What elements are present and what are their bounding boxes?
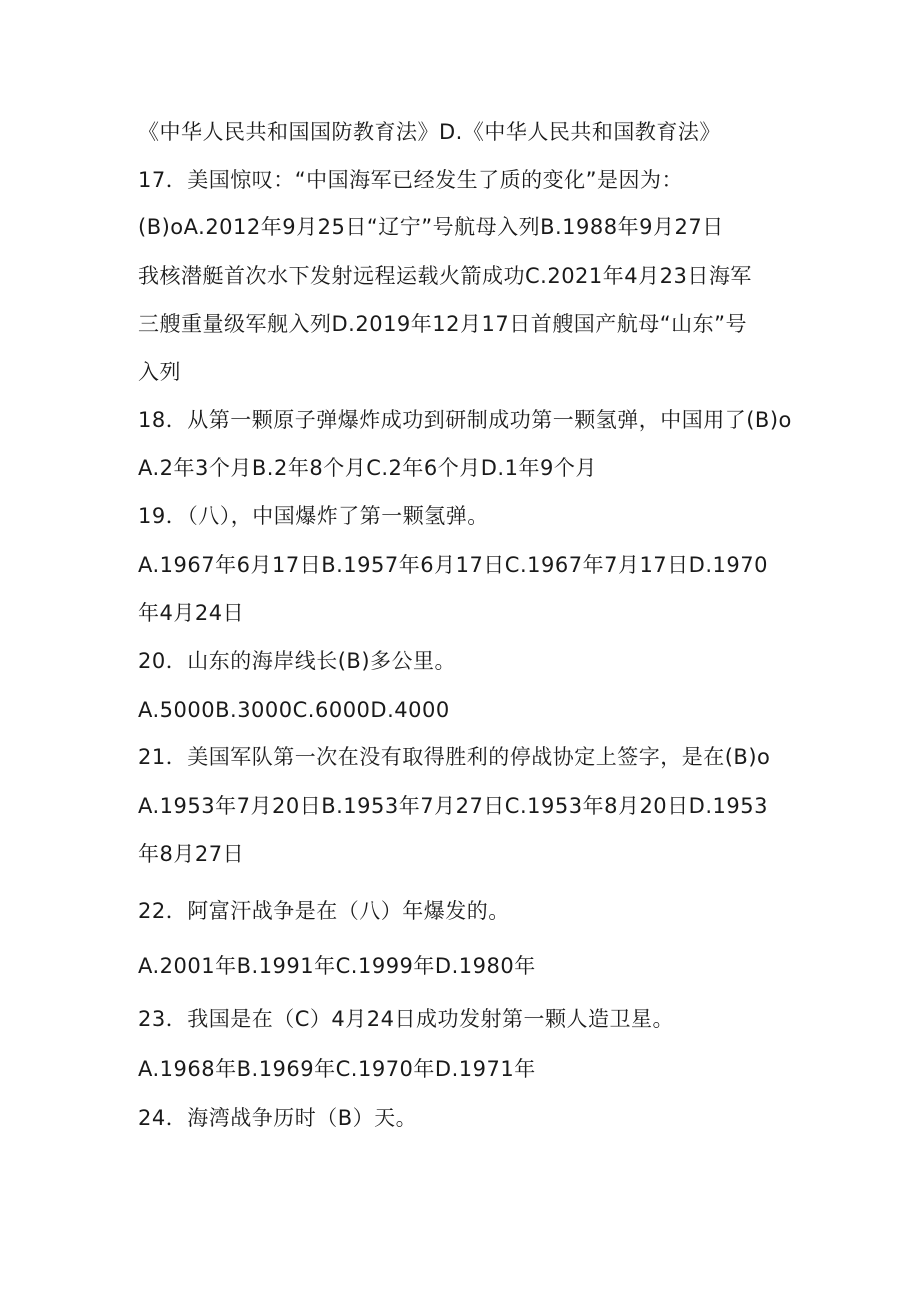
question-23-options: A.1968年B.1969年C.1970年D.1971年 (138, 1057, 536, 1081)
question-22: 22．阿富汗战争是在（八）年爆发的。 (138, 899, 510, 923)
question-21-options-2: 年8月27日 (138, 842, 245, 866)
question-17-options-3: 三艘重量级军舰入列D.2019年12月17日首艘国产航母“山东”号 (138, 312, 747, 336)
question-24: 24．海湾战争历时（B）天。 (138, 1106, 418, 1130)
question-23: 23．我国是在（C）4月24日成功发射第一颗人造卫星。 (138, 1007, 674, 1031)
question-21-options-1: A.1953年7月20日B.1953年7月27日C.1953年8月20日D.1953 (138, 794, 768, 818)
question-17: 17．美国惊叹：“中国海军已经发生了质的变化”是因为： (138, 168, 683, 192)
question-20: 20．山东的海岸线长(B)多公里。 (138, 649, 457, 673)
question-21: 21．美国军队第一次在没有取得胜利的停战协定上签字，是在(B)o (138, 745, 771, 769)
text-line-law-options: 《中华人民共和国国防教育法》D.《中华人民共和国教育法》 (138, 120, 721, 144)
question-18: 18．从第一颗原子弹爆炸成功到研制成功第一颗氢弹，中国用了(B)o (138, 408, 792, 432)
question-17-options-4: 入列 (138, 360, 181, 384)
question-19-options-1: A.1967年6月17日B.1957年6月17日C.1967年7月17日D.1970 (138, 553, 768, 577)
question-19: 19．（八），中国爆炸了第一颗氢弹。 (138, 504, 489, 528)
question-17-options-1: (B)oA.2012年9月25日“辽宁”号航母入列B.1988年9月27日 (138, 215, 724, 239)
question-20-options: A.5000B.3000C.6000D.4000 (138, 698, 450, 722)
question-22-options: A.2001年B.1991年C.1999年D.1980年 (138, 954, 536, 978)
question-17-options-2: 我核潜艇首次水下发射远程运载火箭成功C.2021年4月23日海军 (138, 264, 752, 288)
question-18-options: A.2年3个月B.2年8个月C.2年6个月D.1年9个月 (138, 456, 597, 480)
question-19-options-2: 年4月24日 (138, 601, 245, 625)
